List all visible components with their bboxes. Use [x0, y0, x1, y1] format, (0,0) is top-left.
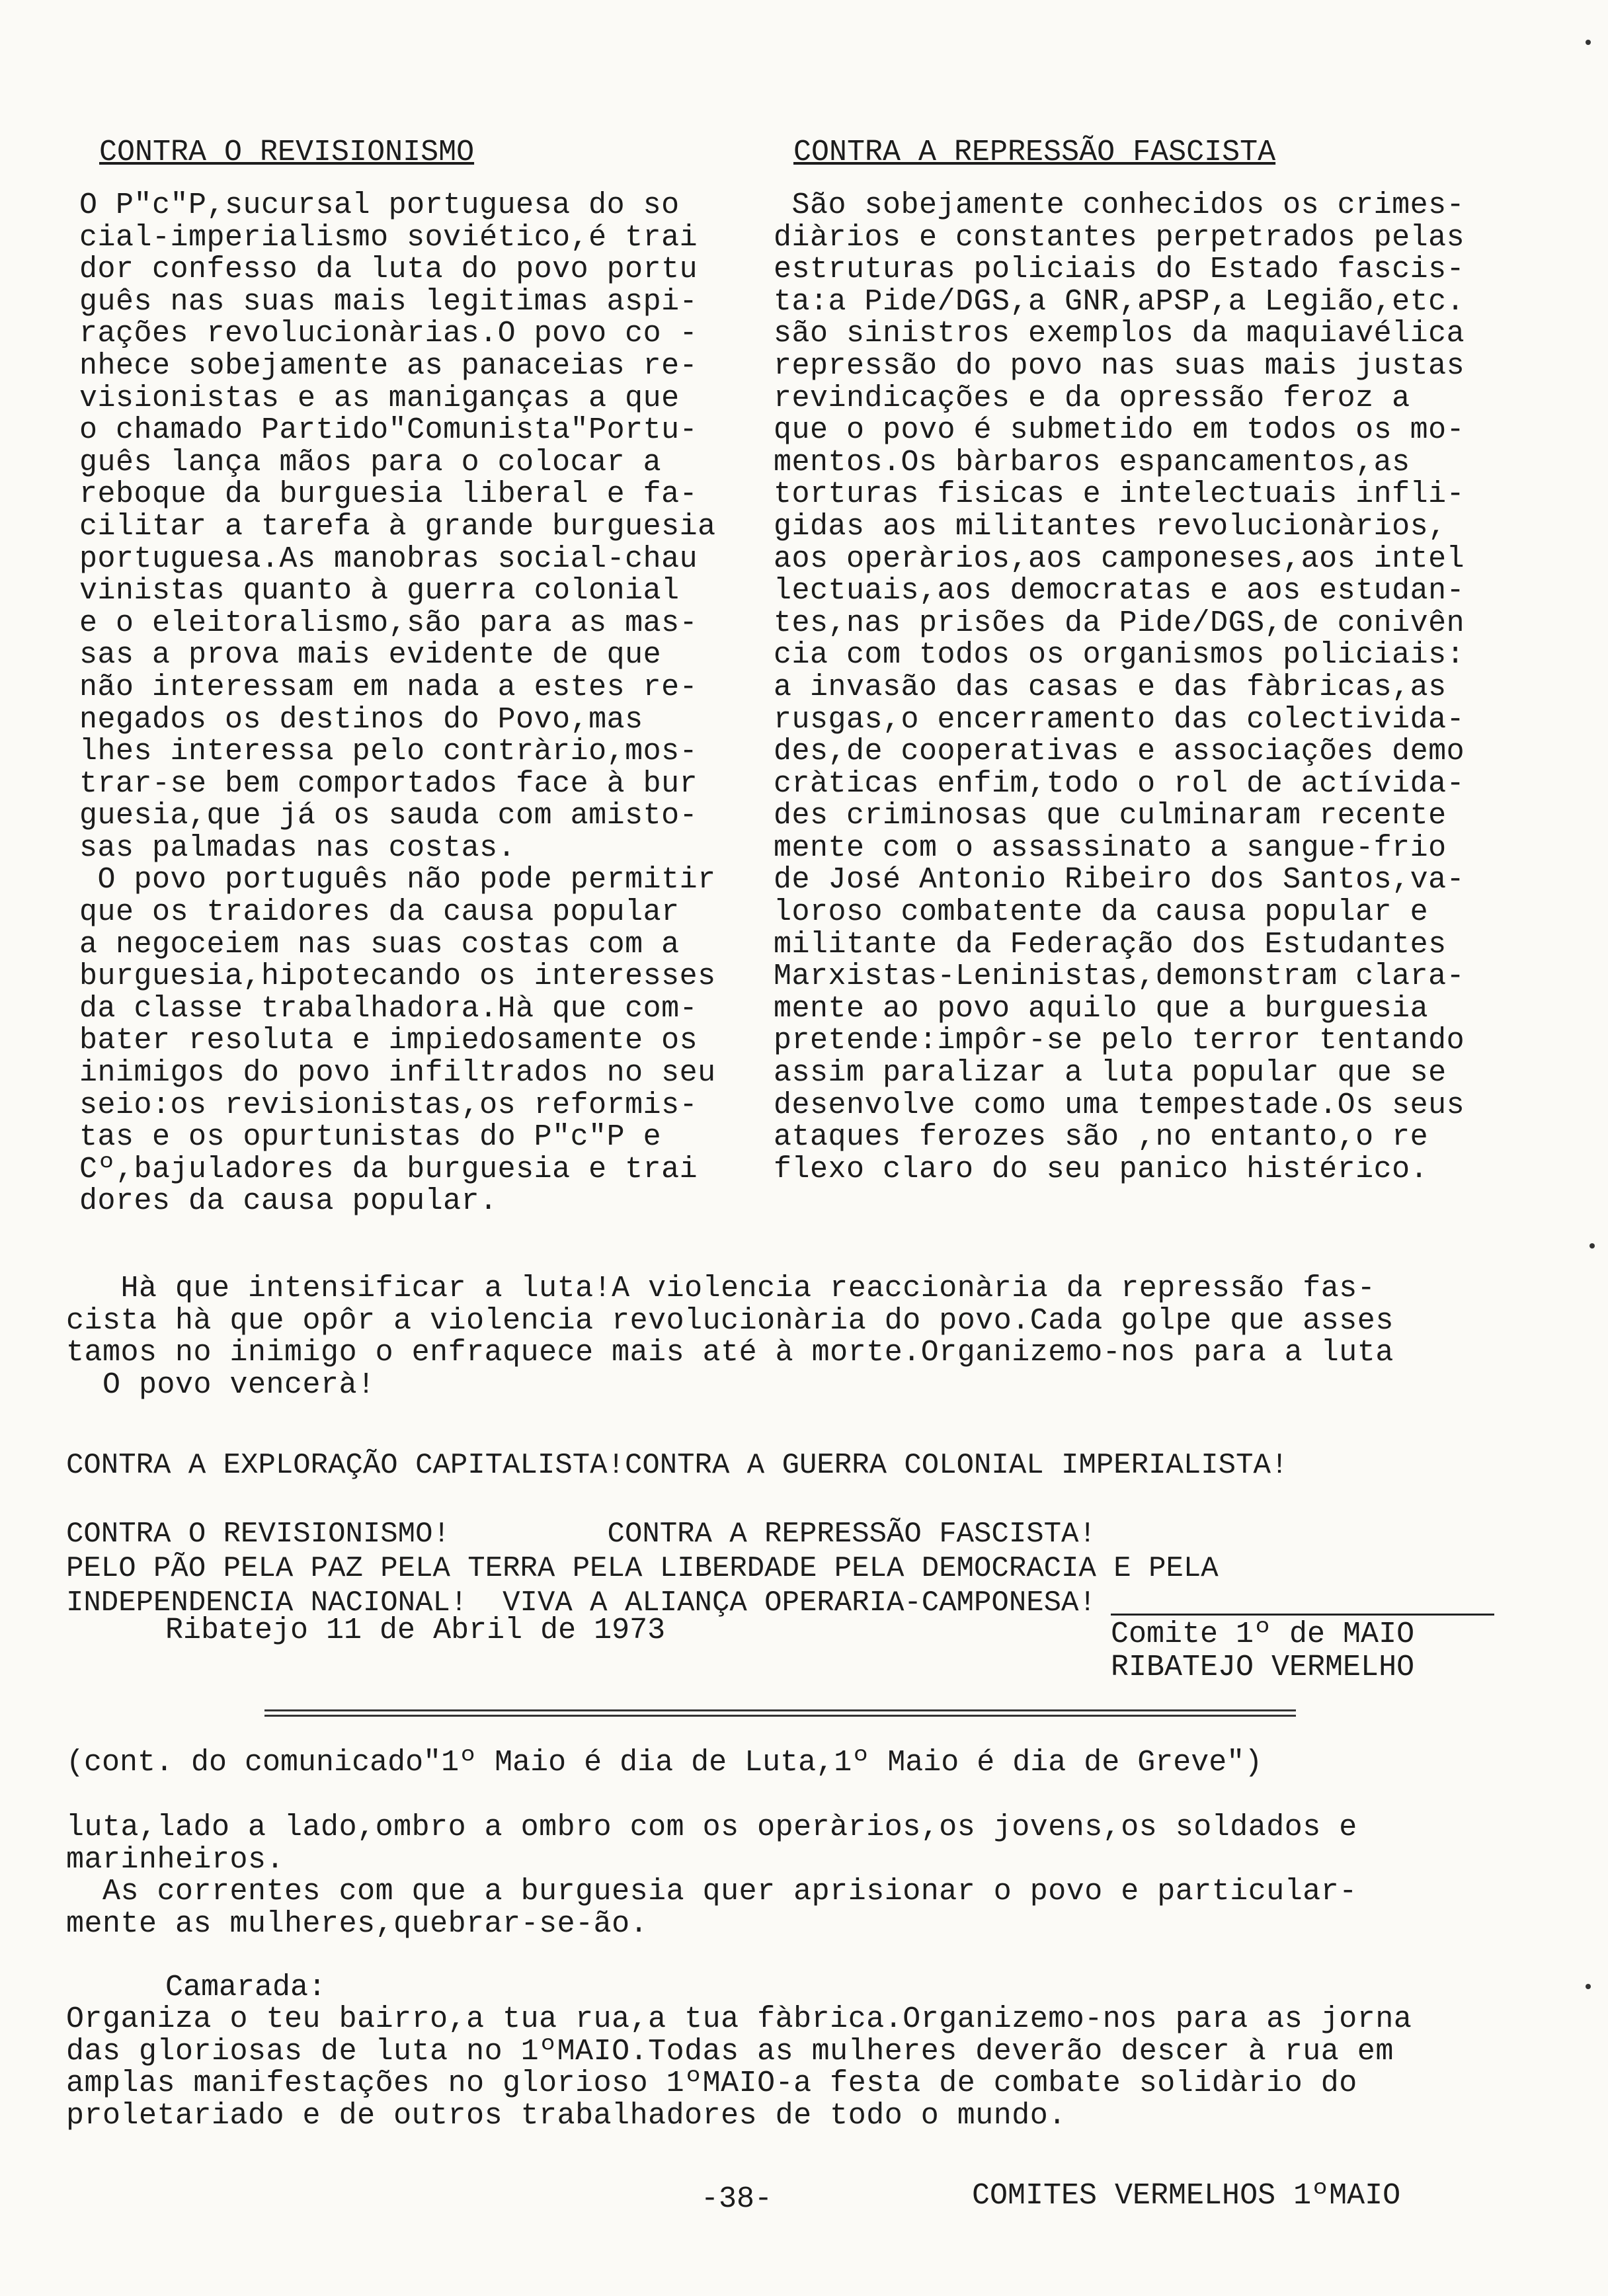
text-line: guês lança mãos para o colocar a — [79, 445, 662, 479]
text-line: são sinistros exemplos da maquiavélica — [774, 317, 1465, 351]
text-line: trar-se bem comportados face à bur — [79, 766, 698, 801]
committee-line-2: RIBATEJO VERMELHO — [1111, 1651, 1415, 1684]
right-column — [774, 136, 1554, 1186]
right-column-body — [774, 190, 1554, 1186]
text-line: burguesia,hipotecando os interesses — [79, 960, 716, 994]
text-line: luta,lado a lado,ombro a ombro com os operàrios,os jovens,os soldados e — [66, 1811, 1357, 1844]
text-line: marinheiros. — [66, 1842, 285, 1877]
text-line: flexo claro do seu panico histérico. — [774, 1152, 1429, 1186]
text-line: guês nas suas mais legitimas aspi- — [79, 284, 698, 319]
punch-mark — [1589, 1243, 1595, 1249]
comrade-label: Camarada: — [165, 1971, 327, 2004]
text-line: sas palmadas nas costas. — [79, 831, 516, 865]
text-line: o chamado Partido"Comunista"Portu- — [79, 413, 698, 448]
punch-mark — [1586, 40, 1591, 45]
text-line: cia com todos os organismos policiais: — [774, 638, 1465, 673]
text-line: Marxistas-Leninistas,demonstram clara- — [774, 960, 1465, 994]
text-line: estruturas policiais do Estado fascis- — [774, 253, 1465, 287]
text-line: seio:os revisionistas,os reformis- — [79, 1088, 698, 1122]
text-line: bater resoluta e impiedosamente os — [79, 1024, 698, 1058]
text-line: mentos.Os bàrbaros espancamentos,as — [774, 445, 1410, 479]
text-line: ta:a Pide/DGS,a GNR,aPSP,a Legião,etc. — [774, 284, 1465, 319]
text-line: cial-imperialismo soviético,é trai — [79, 220, 698, 255]
text-line: vinistas quanto à guerra colonial — [79, 574, 680, 608]
text-line: mente com o assassinato a sangue-frio — [774, 831, 1447, 865]
committee-line-1: Comite 1º de MAIO — [1111, 1618, 1415, 1651]
text-line: guesia,que já os sauda com amisto- — [79, 799, 698, 833]
text-line: rusgas,o encerramento das colectivida- — [774, 702, 1465, 737]
text-line: a invasão das casas e das fàbricas,as — [774, 670, 1447, 704]
text-line: pretende:impôr-se pelo terror tentando — [774, 1024, 1465, 1058]
committee-signature — [1111, 1614, 1494, 1684]
punch-mark — [1586, 1984, 1591, 1989]
text-line: diàrios e constantes perpetrados pelas — [774, 220, 1465, 255]
text-line: repressão do povo nas suas mais justas — [774, 348, 1465, 383]
text-line: negados os destinos do Povo,mas — [79, 702, 643, 737]
text-line: reboque da burguesia liberal e fa- — [79, 477, 698, 512]
text-line: dor confesso da luta do povo portu — [79, 253, 698, 287]
text-line: rações revolucionàrias.O povo co - — [79, 317, 698, 351]
text-line: lectuais,aos democratas e aos estudan- — [774, 574, 1465, 608]
text-line: aos operàrios,aos camponeses,aos intel — [774, 542, 1465, 576]
separator-rule — [264, 1706, 1296, 1719]
text-line: loroso combatente da causa popular e — [774, 895, 1429, 930]
text-line: As correntes com que a burguesia quer aprisionar o povo e particular- — [66, 1875, 1357, 1909]
text-line: tas e os opurtunistas do P"c"P e — [79, 1120, 662, 1155]
text-line: e o eleitoralismo,são para as mas- — [79, 606, 698, 640]
place-date: Ribatejo 11 de Abril de 1973 — [165, 1614, 666, 1647]
text-line: lhes interessa pelo contràrio,mos- — [79, 735, 698, 769]
text-line: des,de cooperativas e associações demo — [774, 735, 1465, 769]
text-line: tes,nas prisões da Pide/DGS,de conivên — [774, 606, 1465, 640]
text-line: que os traidores da causa popular — [79, 895, 680, 930]
text-line: torturas fisicas e intelectuais infli- — [774, 477, 1465, 512]
text-line: cista hà que opôr a violencia revolucionària do povo.Cada golpe que asses — [66, 1303, 1394, 1338]
comrade-paragraph — [66, 2004, 1547, 2132]
text-line: Hà que intensificar a luta!A violencia reaccionària da repressão fas- — [66, 1272, 1376, 1305]
page-number: -38- — [701, 2182, 773, 2216]
footer-signature: COMITES VERMELHOS 1ºMAIO — [972, 2179, 1401, 2213]
text-line: revindicações e da opressão feroz a — [774, 381, 1410, 415]
text-line: CONTRA O REVISIONISMO! CONTRA A REPRESSÃO FASCISTA! — [66, 1518, 1096, 1551]
text-line: assim paralizar a luta popular que se — [774, 1056, 1447, 1090]
text-line: não interessam em nada a estes re- — [79, 670, 698, 704]
text-line: militante da Federação dos Estudantes — [774, 927, 1447, 962]
text-line: a negoceiem nas suas costas com a — [79, 927, 680, 962]
text-line: CONTRA A EXPLORAÇÃO CAPITALISTA!CONTRA A GUERRA COLONIAL IMPERIALISTA! — [66, 1449, 1289, 1482]
text-line: proletariado e de outros trabalhadores de todo o mundo. — [66, 2098, 1066, 2133]
text-line: amplas manifestações no glorioso 1ºMAIO-a festa de combate solidàrio do — [66, 2067, 1357, 2101]
text-line: São sobejamente conhecidos os crimes- — [774, 188, 1465, 222]
text-line: cràticas enfim,todo o rol de actívida- — [774, 766, 1465, 801]
left-column-body — [79, 190, 747, 1218]
text-line: O P"c"P,sucursal portuguesa do so — [79, 188, 680, 222]
text-line: PELO PÃO PELA PAZ PELA TERRA PELA LIBERDADE PELA DEMOCRACIA E PELA — [66, 1552, 1219, 1585]
exhortation-paragraph — [66, 1273, 1547, 1401]
text-line: das gloriosas de luta no 1ºMAIO.Todas as mulheres deverão descer à rua em — [66, 2034, 1394, 2069]
text-line: des criminosas que culminaram recente — [774, 799, 1447, 833]
text-line: ataques ferozes são ,no entanto,o re — [774, 1120, 1429, 1155]
right-heading: CONTRA A REPRESSÃO FASCISTA — [793, 136, 1276, 169]
text-line: visionistas e as maniganças a que — [79, 381, 680, 415]
text-line: O povo português não pode permitir — [79, 863, 716, 897]
text-line: mente as mulheres,quebrar-se-ão. — [66, 1906, 649, 1941]
text-line: Cº,bajuladores da burguesia e trai — [79, 1152, 698, 1186]
left-column — [79, 136, 747, 1218]
text-line: mente ao povo aquilo que a burguesia — [774, 991, 1429, 1026]
signature-rule — [1111, 1614, 1494, 1616]
text-line: O povo vencerà! — [66, 1368, 376, 1402]
text-line: gidas aos militantes revolucionàrios, — [774, 509, 1447, 544]
text-line: de José Antonio Ribeiro dos Santos,va- — [774, 863, 1465, 897]
text-line: Organiza o teu bairro,a tua rua,a tua fàbrica.Organizemo-nos para as jorna — [66, 2002, 1412, 2036]
continuation-note: (cont. do comunicado"1º Maio é dia de Luta,1º Maio é dia de Greve") — [66, 1746, 1263, 1780]
text-line: nhece sobejamente as panaceias re- — [79, 348, 698, 383]
text-line: inimigos do povo infiltrados no seu — [79, 1056, 716, 1090]
text-line: sas a prova mais evidente de que — [79, 638, 662, 673]
left-heading: CONTRA O REVISIONISMO — [99, 136, 475, 169]
text-line: cilitar a tarefa à grande burguesia — [79, 509, 716, 544]
text-line: da classe trabalhadora.Hà que com- — [79, 991, 698, 1026]
continuation-body — [66, 1812, 1547, 1940]
text-line: que o povo é submetido em todos os mo- — [774, 413, 1465, 448]
text-line: dores da causa popular. — [79, 1184, 498, 1219]
text-line: INDEPENDENCIA NACIONAL! VIVA A ALIANÇA OPERARIA-CAMPONESA! — [66, 1586, 1096, 1620]
text-line: tamos no inimigo o enfraquece mais até à morte.Organizemo-nos para a luta — [66, 1336, 1394, 1370]
text-line: portuguesa.As manobras social-chau — [79, 542, 698, 576]
text-line — [66, 1483, 1547, 1517]
text-line: desenvolve como uma tempestade.Os seus — [774, 1088, 1465, 1122]
slogans-block — [66, 1448, 1547, 1620]
